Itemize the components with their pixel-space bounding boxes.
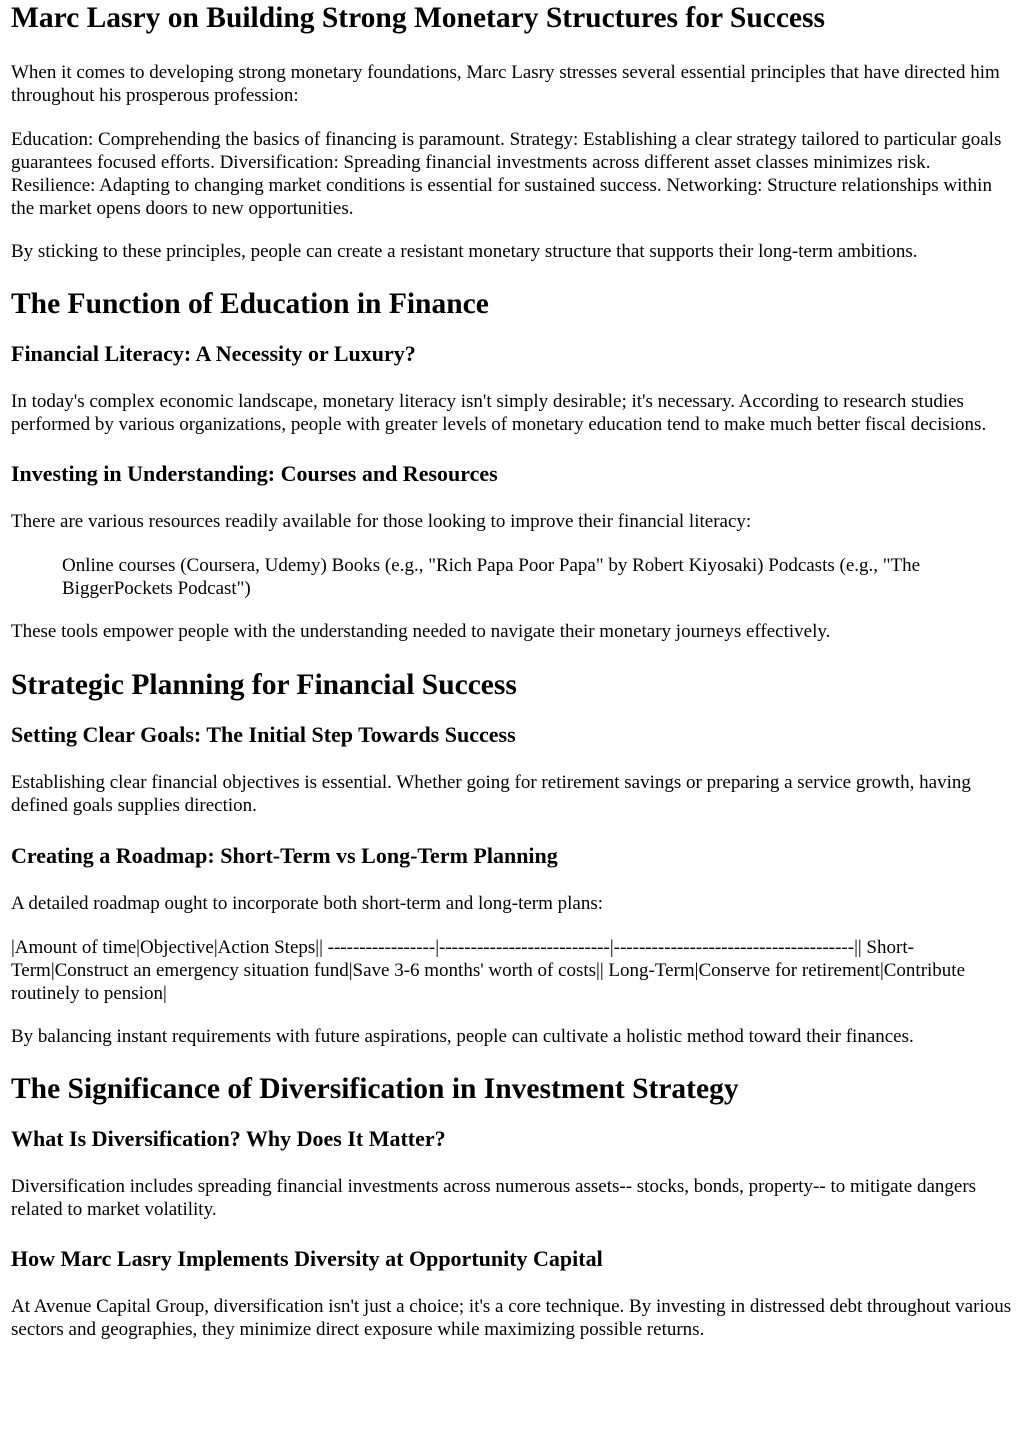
section-heading-planning: Strategic Planning for Financial Success bbox=[11, 669, 517, 701]
subheading-marc-lasry-diversity: How Marc Lasry Implements Diversity at Opportunity Capital bbox=[11, 1246, 603, 1271]
avenue-capital-paragraph: At Avenue Capital Group, diversification isn't just a choice; it's a core technique. By investing in distressed debt throughout various sectors and geographies, they minimize direct exposure while maximizing possible returns. bbox=[11, 1296, 1012, 1340]
roadmap-outro: By balancing instant requirements with future aspirations, people can cultivate a holistic method toward their finances. bbox=[11, 1026, 914, 1047]
intro-paragraph: When it comes to developing strong monetary foundations, Marc Lasry stresses several essential principles that have directed him throughout his prosperous profession: bbox=[11, 62, 1000, 106]
goals-paragraph: Establishing clear financial objectives is essential. Whether going for retirement savings or preparing a service growth, having defined goals supplies direction. bbox=[11, 772, 971, 816]
subheading-roadmap: Creating a Roadmap: Short-Term vs Long-Term Planning bbox=[11, 843, 558, 868]
subheading-courses-resources: Investing in Understanding: Courses and Resources bbox=[11, 461, 498, 486]
subheading-clear-goals: Setting Clear Goals: The Initial Step Towards Success bbox=[11, 722, 516, 747]
article-title: Marc Lasry on Building Strong Monetary Structures for Success bbox=[11, 2, 825, 34]
resources-intro: There are various resources readily available for those looking to improve their financial literacy: bbox=[11, 511, 752, 532]
literacy-paragraph: In today's complex economic landscape, monetary literacy isn't simply desirable; it's necessary. According to research studies performed by various organizations, people with greater levels of monetary education tend to make much better fiscal decisions. bbox=[11, 391, 987, 435]
roadmap-table-text: |Amount of time|Objective|Action Steps|| -----------------|---------------------------|--------------------------------------|| Short-Term|Construct an emergency situation fund|Save 3-6 months' worth of costs|| Long-Term|Conserve for retirement|Contribute routinely to pension| bbox=[11, 937, 966, 1004]
subheading-what-is-diversification: What Is Diversification? Why Does It Matter? bbox=[11, 1126, 446, 1151]
section-heading-diversification: The Significance of Diversification in Investment Strategy bbox=[11, 1073, 739, 1105]
roadmap-intro: A detailed roadmap ought to incorporate both short-term and long-term plans: bbox=[11, 893, 604, 914]
diversification-paragraph: Diversification includes spreading financial investments across numerous assets-- stocks, bonds, property-- to mitigate dangers related to market volatility. bbox=[11, 1176, 977, 1220]
subheading-financial-literacy: Financial Literacy: A Necessity or Luxury? bbox=[11, 341, 416, 366]
article-page bbox=[0, 1, 1024, 1341]
principles-outro: By sticking to these principles, people can create a resistant monetary structure that supports their long-term ambitions. bbox=[11, 241, 918, 262]
principles-paragraph: Education: Comprehending the basics of financing is paramount. Strategy: Establishing a clear strategy tailored to particular goals guarantees focused efforts. Diversification: Spreading financial investments across different asset classes minimizes risk. Resilience: Adapting to changing market conditions is essential for sustained success. Networking: Structure relationships within the market opens doors to new opportunities. bbox=[11, 129, 1002, 219]
resources-list: Online courses (Coursera, Udemy) Books (e.g., "Rich Papa Poor Papa" by Robert Kiyosaki) Podcasts (e.g., "The BiggerPockets Podcast") bbox=[62, 555, 921, 599]
section-heading-education: The Function of Education in Finance bbox=[11, 288, 489, 320]
resources-outro: These tools empower people with the understanding needed to navigate their monetary journeys effectively. bbox=[11, 621, 831, 642]
